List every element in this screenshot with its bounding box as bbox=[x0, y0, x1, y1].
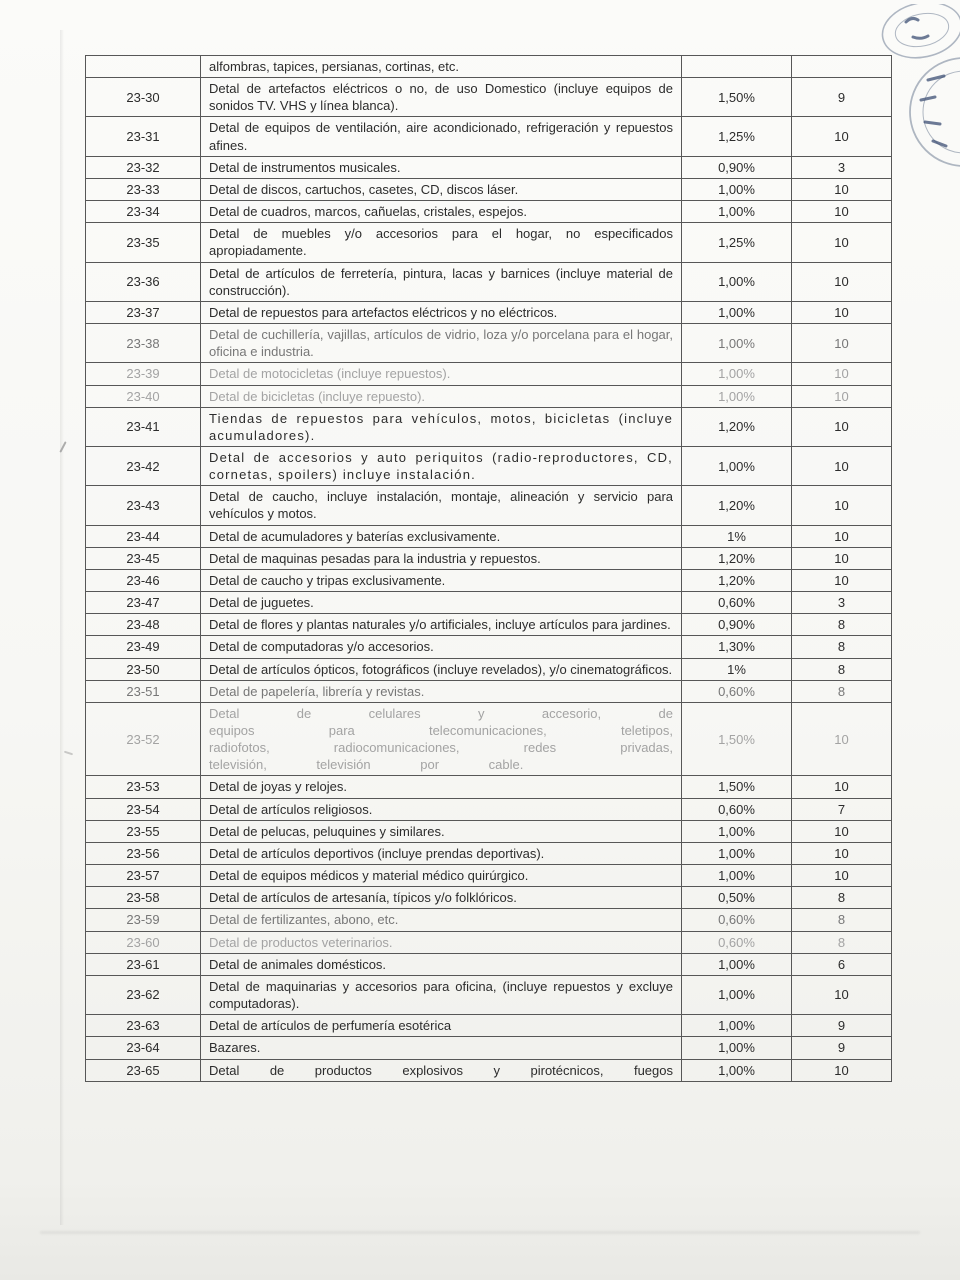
points-cell: 10 bbox=[792, 702, 892, 776]
table-row bbox=[86, 569, 892, 591]
points-cell: 10 bbox=[792, 975, 892, 1014]
points-cell: 6 bbox=[792, 953, 892, 975]
code-cell: 23-61 bbox=[86, 953, 201, 975]
points-cell: 10 bbox=[792, 178, 892, 200]
code-cell: 23-41 bbox=[86, 407, 201, 446]
code-cell: 23-40 bbox=[86, 385, 201, 407]
description-cell: Detal de celulares y accesorio, de equipos para telecomunicaciones, teletipos, radiofotos, radiocomunicaciones, redes privadas, televisión, televisión por cable. bbox=[201, 702, 682, 776]
description-cell: Detal de animales domésticos. bbox=[201, 953, 682, 975]
code-cell: 23-50 bbox=[86, 658, 201, 680]
points-cell: 10 bbox=[792, 820, 892, 842]
points-cell: 10 bbox=[792, 385, 892, 407]
points-cell: 8 bbox=[792, 680, 892, 702]
table-row bbox=[86, 201, 892, 223]
table-row bbox=[86, 776, 892, 798]
description-cell: Detal de papelería, librería y revistas. bbox=[201, 680, 682, 702]
table-row bbox=[86, 1015, 892, 1037]
table-row bbox=[86, 614, 892, 636]
code-cell: 23-35 bbox=[86, 223, 201, 262]
rate-cell: 1,00% bbox=[682, 324, 792, 363]
table-row bbox=[86, 78, 892, 117]
table-row bbox=[86, 636, 892, 658]
points-cell: 8 bbox=[792, 636, 892, 658]
points-cell: 10 bbox=[792, 842, 892, 864]
points-cell: 10 bbox=[792, 363, 892, 385]
table-row bbox=[86, 223, 892, 262]
code-cell: 23-42 bbox=[86, 446, 201, 485]
points-cell: 3 bbox=[792, 156, 892, 178]
points-cell: 8 bbox=[792, 909, 892, 931]
description-cell: Detal de productos explosivos y pirotécnicos, fuegos bbox=[201, 1059, 682, 1081]
rate-cell: 1,00% bbox=[682, 1015, 792, 1037]
description-cell: Detal de fertilizantes, abono, etc. bbox=[201, 909, 682, 931]
description-cell: Detal de accesorios y auto periquitos (radio-reproductores, CD, cornetas, spoilers) incluye instalación. bbox=[201, 446, 682, 485]
code-cell: 23-65 bbox=[86, 1059, 201, 1081]
description-cell: Detal de cuadros, marcos, cañuelas, cristales, espejos. bbox=[201, 201, 682, 223]
code-cell: 23-31 bbox=[86, 117, 201, 156]
table-row bbox=[86, 547, 892, 569]
points-cell: 10 bbox=[792, 865, 892, 887]
code-cell: 23-36 bbox=[86, 262, 201, 301]
description-cell: Detal de artículos deportivos (incluye prendas deportivas). bbox=[201, 842, 682, 864]
points-cell: 10 bbox=[792, 569, 892, 591]
description-cell: Detal de pelucas, peluquines y similares. bbox=[201, 820, 682, 842]
table-row bbox=[86, 702, 892, 776]
points-cell: 9 bbox=[792, 1015, 892, 1037]
code-cell: 23-45 bbox=[86, 547, 201, 569]
code-cell: 23-51 bbox=[86, 680, 201, 702]
rate-cell: 1% bbox=[682, 525, 792, 547]
points-cell: 10 bbox=[792, 407, 892, 446]
description-cell: Detal de caucho, incluye instalación, montaje, alineación y servicio para vehículos y motos. bbox=[201, 486, 682, 525]
rate-cell bbox=[682, 56, 792, 78]
table-row bbox=[86, 975, 892, 1014]
description-cell: Detal de joyas y relojes. bbox=[201, 776, 682, 798]
rate-cell: 1,00% bbox=[682, 201, 792, 223]
rate-cell: 0,90% bbox=[682, 614, 792, 636]
points-cell: 3 bbox=[792, 592, 892, 614]
rate-cell: 1,00% bbox=[682, 385, 792, 407]
table-row bbox=[86, 117, 892, 156]
code-cell: 23-52 bbox=[86, 702, 201, 776]
rate-cell: 1,00% bbox=[682, 1037, 792, 1059]
code-cell: 23-38 bbox=[86, 324, 201, 363]
rate-cell: 1,30% bbox=[682, 636, 792, 658]
description-cell: Detal de artículos de perfumería esotérica bbox=[201, 1015, 682, 1037]
points-cell bbox=[792, 56, 892, 78]
rate-cell: 1,20% bbox=[682, 547, 792, 569]
table-row bbox=[86, 909, 892, 931]
table-row bbox=[86, 363, 892, 385]
table-row bbox=[86, 680, 892, 702]
table-row bbox=[86, 953, 892, 975]
rates-table bbox=[85, 55, 892, 1082]
table-row bbox=[86, 486, 892, 525]
table-row bbox=[86, 407, 892, 446]
description-cell: Detal de discos, cartuchos, casetes, CD, discos láser. bbox=[201, 178, 682, 200]
rate-cell: 1,00% bbox=[682, 178, 792, 200]
description-cell: Detal de maquinarias y accesorios para oficina, (incluye repuestos y excluye computadoras). bbox=[201, 975, 682, 1014]
code-cell: 23-55 bbox=[86, 820, 201, 842]
table-row bbox=[86, 931, 892, 953]
code-cell: 23-46 bbox=[86, 569, 201, 591]
code-cell: 23-49 bbox=[86, 636, 201, 658]
table-row bbox=[86, 446, 892, 485]
points-cell: 10 bbox=[792, 525, 892, 547]
description-cell: Detal de maquinas pesadas para la industria y repuestos. bbox=[201, 547, 682, 569]
table-row bbox=[86, 887, 892, 909]
rate-cell: 1,50% bbox=[682, 78, 792, 117]
rate-cell: 1,20% bbox=[682, 569, 792, 591]
code-cell: 23-64 bbox=[86, 1037, 201, 1059]
description-cell: Detal de equipos de ventilación, aire acondicionado, refrigeración y repuestos afines. bbox=[201, 117, 682, 156]
table-row bbox=[86, 798, 892, 820]
code-cell: 23-34 bbox=[86, 201, 201, 223]
rate-cell: 1,00% bbox=[682, 865, 792, 887]
code-cell: 23-62 bbox=[86, 975, 201, 1014]
rates-table-container bbox=[85, 55, 891, 1082]
rate-cell: 1,20% bbox=[682, 486, 792, 525]
code-cell: 23-39 bbox=[86, 363, 201, 385]
points-cell: 10 bbox=[792, 201, 892, 223]
rate-cell: 1,50% bbox=[682, 702, 792, 776]
points-cell: 10 bbox=[792, 117, 892, 156]
points-cell: 9 bbox=[792, 1037, 892, 1059]
rate-cell: 1,00% bbox=[682, 953, 792, 975]
table-body bbox=[86, 56, 892, 1082]
points-cell: 8 bbox=[792, 887, 892, 909]
rate-cell: 1,00% bbox=[682, 842, 792, 864]
rate-cell: 1,20% bbox=[682, 407, 792, 446]
code-cell: 23-58 bbox=[86, 887, 201, 909]
code-cell: 23-60 bbox=[86, 931, 201, 953]
rate-cell: 0,60% bbox=[682, 909, 792, 931]
description-cell: Detal de artículos ópticos, fotográficos (incluye revelados), y/o cinematográficos. bbox=[201, 658, 682, 680]
code-cell: 23-56 bbox=[86, 842, 201, 864]
points-cell: 8 bbox=[792, 931, 892, 953]
table-row bbox=[86, 525, 892, 547]
points-cell: 8 bbox=[792, 614, 892, 636]
scan-bottom-shadow bbox=[40, 1231, 920, 1234]
points-cell: 7 bbox=[792, 798, 892, 820]
table-row bbox=[86, 592, 892, 614]
points-cell: 10 bbox=[792, 776, 892, 798]
description-cell: Detal de artículos religiosos. bbox=[201, 798, 682, 820]
table-row bbox=[86, 262, 892, 301]
table-row bbox=[86, 1059, 892, 1081]
description-cell: Detal de cuchillería, vajillas, artículos de vidrio, loza y/o porcelana para el hogar, oficina e industria. bbox=[201, 324, 682, 363]
points-cell: 10 bbox=[792, 324, 892, 363]
rate-cell: 1,00% bbox=[682, 446, 792, 485]
description-cell: Detal de instrumentos musicales. bbox=[201, 156, 682, 178]
code-cell: 23-37 bbox=[86, 301, 201, 323]
table-row bbox=[86, 865, 892, 887]
pencil-mark bbox=[64, 751, 73, 756]
rate-cell: 0,90% bbox=[682, 156, 792, 178]
description-cell: Detal de bicicletas (incluye repuesto). bbox=[201, 385, 682, 407]
table-row bbox=[86, 56, 892, 78]
table-row bbox=[86, 820, 892, 842]
code-cell: 23-44 bbox=[86, 525, 201, 547]
description-cell: Detal de artículos de ferretería, pintura, lacas y barnices (incluye material de construcción). bbox=[201, 262, 682, 301]
rate-cell: 1,00% bbox=[682, 820, 792, 842]
table-row bbox=[86, 1037, 892, 1059]
points-cell: 10 bbox=[792, 262, 892, 301]
table-row bbox=[86, 301, 892, 323]
points-cell: 10 bbox=[792, 547, 892, 569]
description-cell: Detal de equipos médicos y material médico quirúrgico. bbox=[201, 865, 682, 887]
rate-cell: 1,25% bbox=[682, 223, 792, 262]
points-cell: 10 bbox=[792, 301, 892, 323]
rate-cell: 1,00% bbox=[682, 1059, 792, 1081]
description-cell: Detal de juguetes. bbox=[201, 592, 682, 614]
code-cell: 23-43 bbox=[86, 486, 201, 525]
rate-cell: 1,25% bbox=[682, 117, 792, 156]
description-cell: Detal de motocicletas (incluye repuestos). bbox=[201, 363, 682, 385]
rate-cell: 0,60% bbox=[682, 931, 792, 953]
rate-cell: 1,00% bbox=[682, 301, 792, 323]
description-cell: Detal de computadoras y/o accesorios. bbox=[201, 636, 682, 658]
table-row bbox=[86, 324, 892, 363]
description-cell: Detal de caucho y tripas exclusivamente. bbox=[201, 569, 682, 591]
rate-cell: 0,50% bbox=[682, 887, 792, 909]
code-cell bbox=[86, 56, 201, 78]
description-cell: Detal de artículos de artesanía, típicos y/o folklóricos. bbox=[201, 887, 682, 909]
rate-cell: 0,60% bbox=[682, 592, 792, 614]
table-row bbox=[86, 178, 892, 200]
points-cell: 8 bbox=[792, 658, 892, 680]
code-cell: 23-57 bbox=[86, 865, 201, 887]
code-cell: 23-59 bbox=[86, 909, 201, 931]
rate-cell: 1,00% bbox=[682, 975, 792, 1014]
description-cell: Detal de productos veterinarios. bbox=[201, 931, 682, 953]
table-row bbox=[86, 385, 892, 407]
rate-cell: 0,60% bbox=[682, 680, 792, 702]
table-row bbox=[86, 156, 892, 178]
rate-cell: 0,60% bbox=[682, 798, 792, 820]
code-cell: 23-33 bbox=[86, 178, 201, 200]
code-cell: 23-47 bbox=[86, 592, 201, 614]
rate-cell: 1% bbox=[682, 658, 792, 680]
description-cell: Detal de acumuladores y baterías exclusivamente. bbox=[201, 525, 682, 547]
code-cell: 23-30 bbox=[86, 78, 201, 117]
code-cell: 23-63 bbox=[86, 1015, 201, 1037]
description-cell: Bazares. bbox=[201, 1037, 682, 1059]
description-cell: Detal de muebles y/o accesorios para el hogar, no especificados apropiadamente. bbox=[201, 223, 682, 262]
code-cell: 23-48 bbox=[86, 614, 201, 636]
description-cell: Detal de repuestos para artefactos eléctricos y no eléctricos. bbox=[201, 301, 682, 323]
points-cell: 10 bbox=[792, 223, 892, 262]
points-cell: 9 bbox=[792, 78, 892, 117]
description-cell: alfombras, tapices, persianas, cortinas, etc. bbox=[201, 56, 682, 78]
table-row bbox=[86, 658, 892, 680]
description-cell: Detal de artefactos eléctricos o no, de uso Domestico (incluye equipos de sonidos TV. VHS y línea blanca). bbox=[201, 78, 682, 117]
scan-edge-shadow bbox=[60, 30, 64, 1225]
rate-cell: 1,00% bbox=[682, 363, 792, 385]
code-cell: 23-32 bbox=[86, 156, 201, 178]
description-cell: Detal de flores y plantas naturales y/o artificiales, incluye artículos para jardines. bbox=[201, 614, 682, 636]
description-cell: Tiendas de repuestos para vehículos, motos, bicicletas (incluye acumuladores). bbox=[201, 407, 682, 446]
code-cell: 23-54 bbox=[86, 798, 201, 820]
rate-cell: 1,50% bbox=[682, 776, 792, 798]
points-cell: 10 bbox=[792, 446, 892, 485]
rate-cell: 1,00% bbox=[682, 262, 792, 301]
points-cell: 10 bbox=[792, 486, 892, 525]
code-cell: 23-53 bbox=[86, 776, 201, 798]
points-cell: 10 bbox=[792, 1059, 892, 1081]
table-row bbox=[86, 842, 892, 864]
